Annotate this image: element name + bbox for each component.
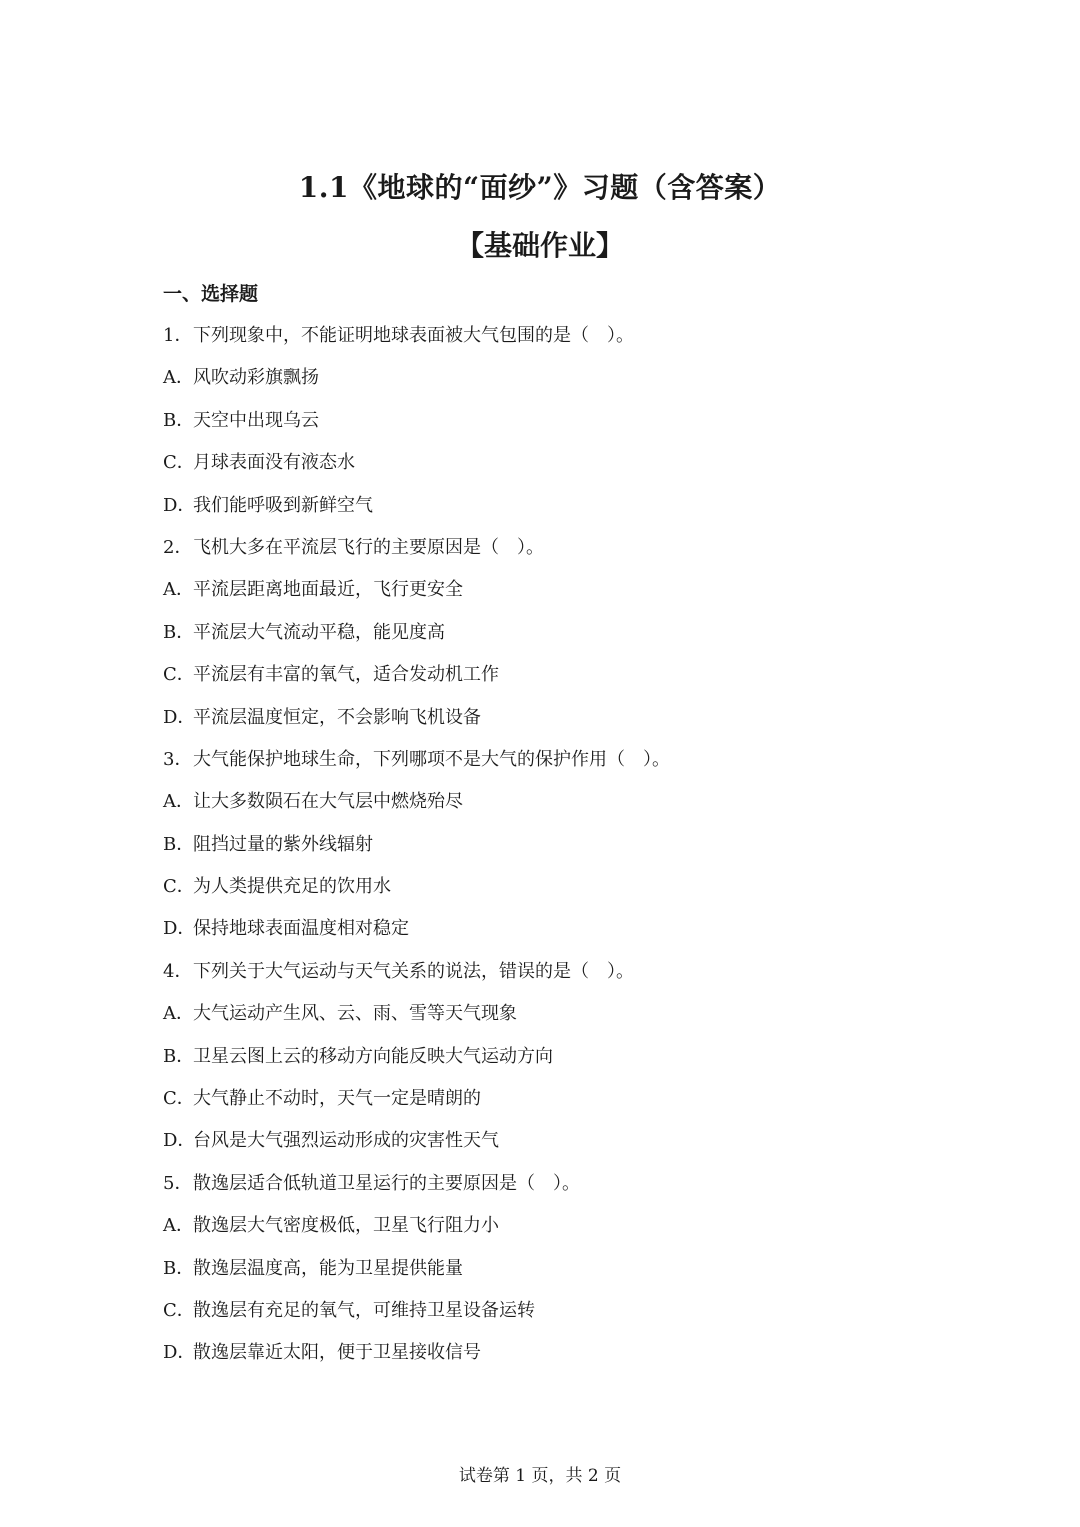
option-letter: B． — [163, 621, 195, 643]
answer-option — [163, 784, 943, 826]
option-text: 散逸层温度高，能为卫星提供能量 — [193, 1257, 463, 1279]
option-letter: D． — [163, 706, 196, 728]
option-text: 平流层有丰富的氧气，适合发动机工作 — [193, 664, 499, 686]
answer-option — [163, 360, 943, 402]
question-number: 3． — [163, 748, 193, 770]
option-letter: D． — [163, 1130, 196, 1152]
option-text: 保持地球表面温度相对稳定 — [193, 918, 409, 940]
answer-option — [163, 1251, 943, 1293]
option-text: 平流层大气流动平稳，能见度高 — [193, 621, 445, 643]
option-letter: C． — [163, 452, 195, 474]
answer-option — [163, 572, 943, 614]
question-stem — [163, 318, 943, 360]
option-letter: B． — [163, 1045, 195, 1067]
document-subtitle: 【基础作业】 — [455, 229, 624, 262]
option-letter: B． — [163, 833, 195, 855]
question-text: 飞机大多在平流层飞行的主要原因是（ ）。 — [193, 536, 544, 558]
question-number: 1． — [163, 325, 193, 346]
question-text: 散逸层适合低轨道卫星运行的主要原因是（ ）。 — [193, 1172, 580, 1194]
option-letter: D． — [163, 494, 196, 516]
option-text: 我们能呼吸到新鲜空气 — [193, 494, 373, 516]
question-text: 大气能保护地球生命，下列哪项不是大气的保护作用（ ）。 — [193, 748, 670, 770]
option-letter: C． — [163, 876, 195, 898]
option-text: 平流层距离地面最近，飞行更安全 — [193, 579, 463, 601]
option-letter: C． — [163, 664, 195, 686]
answer-option — [163, 700, 943, 742]
answer-option — [163, 1123, 943, 1165]
option-text: 台风是大气强烈运动形成的灾害性天气 — [193, 1130, 499, 1152]
option-letter: A． — [163, 367, 194, 389]
answer-option — [163, 615, 943, 657]
question-stem — [163, 742, 943, 784]
section-heading: 一、选择题 — [163, 283, 259, 305]
question-number: 5． — [163, 1172, 193, 1194]
question-stem — [163, 954, 943, 996]
question-stem — [163, 530, 943, 572]
option-text: 平流层温度恒定，不会影响飞机设备 — [193, 706, 481, 728]
answer-option — [163, 869, 943, 911]
answer-option — [163, 1081, 943, 1123]
question-stem — [163, 1166, 943, 1208]
question-list — [163, 318, 943, 1378]
answer-option — [163, 1039, 943, 1081]
option-text: 卫星云图上云的移动方向能反映大气运动方向 — [193, 1045, 553, 1067]
option-letter: A． — [163, 1003, 194, 1025]
option-text: 散逸层大气密度极低，卫星飞行阻力小 — [193, 1215, 499, 1237]
option-letter: D． — [163, 1342, 196, 1364]
document-title: 1.1《地球的“面纱”》习题（含答案） — [298, 171, 782, 204]
option-letter: A． — [163, 579, 194, 601]
option-letter: C． — [163, 1088, 195, 1110]
option-text: 散逸层有充足的氧气，可维持卫星设备运转 — [193, 1299, 535, 1321]
option-text: 风吹动彩旗飘扬 — [193, 367, 319, 389]
option-letter: A． — [163, 1215, 194, 1237]
option-text: 散逸层靠近太阳，便于卫星接收信号 — [193, 1342, 481, 1364]
question-text: 下列现象中，不能证明地球表面被大气包围的是（ ）。 — [193, 325, 634, 346]
answer-option — [163, 1335, 943, 1377]
option-letter: D． — [163, 918, 196, 940]
option-letter: B． — [163, 409, 195, 431]
option-text: 为人类提供充足的饮用水 — [193, 876, 391, 898]
answer-option — [163, 488, 943, 530]
answer-option — [163, 657, 943, 699]
answer-option — [163, 1293, 943, 1335]
option-letter: C． — [163, 1299, 195, 1321]
answer-option — [163, 445, 943, 487]
answer-option — [163, 996, 943, 1038]
option-text: 让大多数陨石在大气层中燃烧殆尽 — [193, 791, 463, 813]
answer-option — [163, 403, 943, 445]
option-text: 阻挡过量的紫外线辐射 — [193, 833, 373, 855]
question-number: 4． — [163, 960, 193, 982]
option-text: 天空中出现乌云 — [193, 409, 319, 431]
answer-option — [163, 911, 943, 953]
option-text: 月球表面没有液态水 — [193, 452, 355, 474]
option-letter: B． — [163, 1257, 195, 1279]
option-text: 大气运动产生风、云、雨、雪等天气现象 — [193, 1003, 517, 1025]
question-number: 2． — [163, 536, 193, 558]
option-text: 大气静止不动时，天气一定是晴朗的 — [193, 1088, 481, 1110]
page-footer: 试卷第 1 页，共 2 页 — [458, 1466, 622, 1486]
answer-option — [163, 827, 943, 869]
option-letter: A． — [163, 791, 194, 813]
answer-option — [163, 1208, 943, 1250]
question-text: 下列关于大气运动与天气关系的说法，错误的是（ ）。 — [193, 960, 634, 982]
